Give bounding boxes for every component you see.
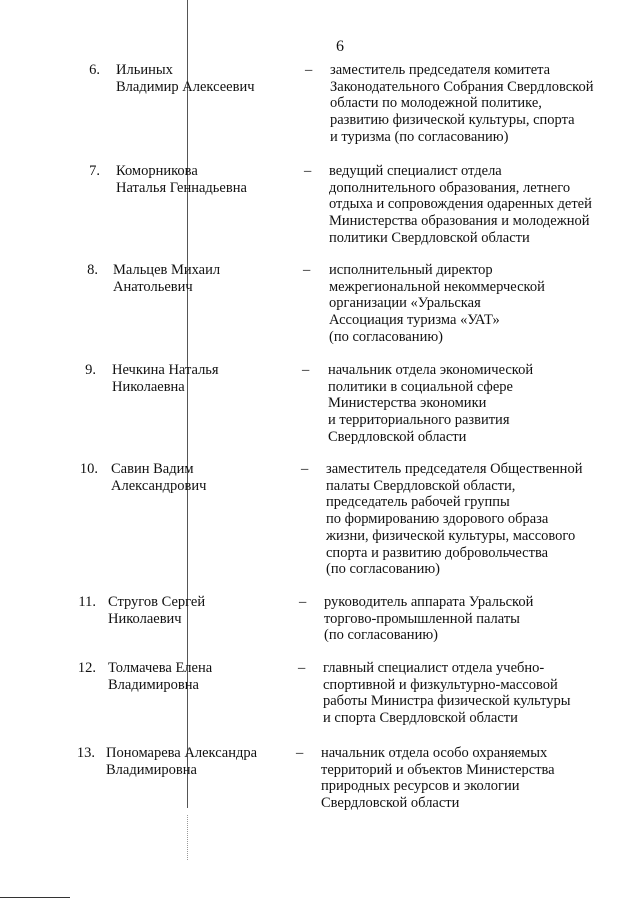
- position-description: начальник отдела экономической политики в социальной сфере Министерства экономики и территориального развития Свердловской области: [328, 362, 534, 445]
- person-name: Мальцев Михаил Анатольевич: [113, 262, 221, 295]
- item-number: 8.: [87, 262, 98, 278]
- person-name: Толмачева Елена Владимировна: [108, 660, 213, 693]
- person-name: Савин Вадим Александрович: [111, 461, 207, 494]
- dash-separator: –: [302, 362, 310, 378]
- item-number: 13.: [76, 745, 95, 761]
- person-name: Стругов Сергей Николаевич: [108, 594, 206, 627]
- person-name: Нечкина Наталья Николаевна: [112, 362, 219, 395]
- person-name: Пономарева Александра Владимировна: [106, 745, 258, 778]
- position-description: главный специалист отдела учебно- спортивной и физкультурно-массовой работы Министра физической культуры и спорта Свердловской области: [323, 660, 571, 727]
- person-name: Коморникова Наталья Геннадьевна: [116, 163, 247, 196]
- dash-separator: –: [305, 62, 313, 78]
- scan-artifact-bottom-line: [0, 897, 70, 898]
- position-description: ведущий специалист отдела дополнительного образования, летнего отдыха и сопровождения одаренных детей Министерства образования и молодежной политики Свердловской области: [329, 163, 592, 246]
- position-description: исполнительный директор межрегиональной некоммерческой организации «Уральская Ассоциация туризма «УАТ» (по согласованию): [329, 262, 545, 345]
- item-number: 6.: [89, 62, 100, 78]
- item-number: 9.: [85, 362, 96, 378]
- position-description: заместитель председателя Общественной палаты Свердловской области, председатель рабочей группы по формированию здорового образа жизни, физической культуры, массового спорта и развитию добровольчества (по согласованию): [326, 461, 583, 578]
- person-name: Ильиных Владимир Алексеевич: [116, 62, 255, 95]
- page-number: 6: [336, 38, 344, 55]
- item-number: 7.: [89, 163, 100, 179]
- position-description: руководитель аппарата Уральской торгово-промышленной палаты (по согласованию): [324, 594, 534, 644]
- scan-artifact-dotted-line: [187, 815, 188, 860]
- position-description: заместитель председателя комитета Законодательного Собрания Свердловской области по молодежной политике, развитию физической культуры, спорта и туризма (по согласованию): [330, 62, 594, 145]
- item-number: 12.: [77, 660, 96, 676]
- dash-separator: –: [299, 594, 307, 610]
- item-number: 11.: [78, 594, 96, 610]
- dash-separator: –: [301, 461, 309, 477]
- dash-separator: –: [304, 163, 312, 179]
- dash-separator: –: [298, 660, 306, 676]
- item-number: 10.: [79, 461, 98, 477]
- dash-separator: –: [303, 262, 311, 278]
- dash-separator: –: [296, 745, 304, 761]
- position-description: начальник отдела особо охраняемых территорий и объектов Министерства природных ресурсов и экологии Свердловской области: [321, 745, 555, 812]
